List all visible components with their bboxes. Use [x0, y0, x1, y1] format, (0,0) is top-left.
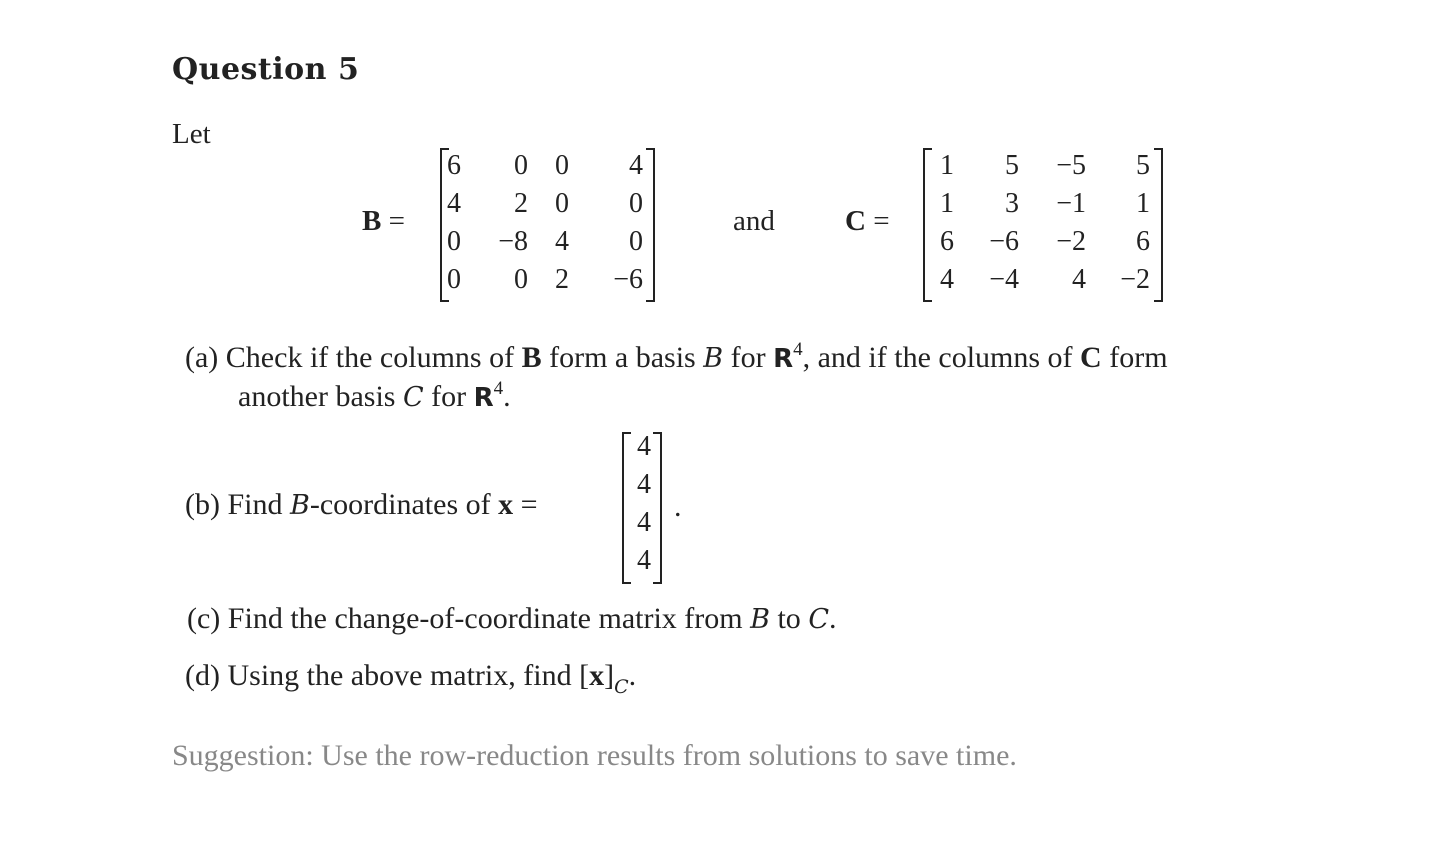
conjunction-text: and	[733, 205, 775, 237]
matrix-c-cell: −1	[1056, 188, 1086, 219]
part-b-text-1: Find	[227, 488, 291, 521]
matrix-b-symbol: B	[362, 205, 382, 237]
part-b-vector-x: x	[498, 488, 514, 521]
part-d-marker: (d)	[185, 659, 220, 692]
matrix-c	[923, 148, 1163, 302]
matrix-c-cell: −5	[1056, 150, 1086, 181]
part-c-line	[187, 602, 836, 636]
part-a-marker: (a)	[185, 341, 219, 374]
matrix-b-cell: 0	[514, 264, 528, 295]
part-a-bold-c: C	[1080, 341, 1102, 374]
matrix-c-cell: 1	[940, 188, 954, 219]
part-a-text-2: form a basis	[541, 341, 704, 374]
matrix-b-cell: −8	[498, 226, 528, 257]
matrix-b-cell: 0	[629, 188, 643, 219]
question-title: Question 5	[172, 52, 360, 87]
matrix-c-cell: −2	[1056, 226, 1086, 257]
part-c-basis-b: B	[750, 604, 770, 635]
vector-x-cell: 4	[637, 469, 651, 500]
part-a-text-3: for	[723, 341, 774, 374]
matrix-b-right-bracket	[646, 148, 655, 302]
part-c-basis-c: C	[808, 604, 829, 635]
part-d-text-1: Using the above matrix, find	[227, 659, 580, 692]
vector-x-cell: 4	[637, 431, 651, 462]
matrix-c-cell: 5	[1005, 150, 1019, 181]
matrix-b-cell: 0	[514, 150, 528, 181]
part-b-marker: (b)	[185, 488, 220, 521]
matrix-c-right-bracket	[1154, 148, 1163, 302]
part-a-text-4: , and if the columns of	[802, 341, 1081, 374]
matrix-c-equals: =	[873, 205, 890, 237]
matrix-c-symbol: C	[845, 205, 866, 237]
vector-x-cell: 4	[637, 545, 651, 576]
matrix-b-label-group	[362, 205, 405, 238]
part-a-text-1: Check if the columns of	[225, 341, 522, 374]
matrix-c-cell: 6	[940, 226, 954, 257]
intro-text: Let	[172, 118, 211, 150]
matrix-c-cell: 1	[1136, 188, 1150, 219]
matrix-c-cell: −4	[989, 264, 1019, 295]
matrix-c-cell: 1	[940, 150, 954, 181]
part-a-bold-b: B	[521, 341, 542, 374]
part-d-vector-x: x	[589, 659, 605, 692]
matrix-c-left-bracket	[923, 148, 932, 302]
part-a-exponent-2: 4	[493, 378, 504, 399]
part-b-text-2: -coordinates of	[309, 488, 499, 521]
part-a-line-1	[185, 341, 1168, 375]
vector-right-bracket	[653, 432, 662, 584]
part-a-real-space: R	[773, 344, 794, 374]
part-a-exponent-1: 4	[793, 339, 803, 360]
matrix-b-cell: 0	[555, 150, 569, 181]
matrix-b-cell: 2	[514, 188, 528, 219]
part-a-line-2	[238, 380, 511, 414]
matrix-c-cell: 6	[1136, 226, 1150, 257]
matrix-c-cell: 4	[940, 264, 954, 295]
matrix-b-equals: =	[388, 205, 405, 237]
part-c-marker: (c)	[187, 602, 221, 635]
matrix-b	[440, 148, 655, 302]
matrix-b-cell: 4	[629, 150, 643, 181]
matrix-b-cell: 4	[447, 188, 461, 219]
part-d-left-bracket: [	[579, 659, 590, 692]
part-b-line	[185, 488, 538, 522]
matrix-c-cell: −2	[1120, 264, 1150, 295]
part-a-text-6: another basis	[238, 380, 403, 413]
matrix-b-cell: 2	[555, 264, 569, 295]
suggestion-text: Suggestion: Use the row-reduction results from solutions to save time.	[172, 739, 1017, 772]
matrix-b-cell: 4	[555, 226, 569, 257]
matrix-c-cell: −6	[989, 226, 1019, 257]
matrix-c-cell: 4	[1072, 264, 1086, 295]
matrix-b-cell: 6	[447, 150, 461, 181]
vector-x	[622, 432, 662, 584]
part-d-subscript-c: C	[614, 676, 629, 698]
part-d-right-bracket: ]	[604, 659, 615, 692]
part-a-text-8: .	[503, 380, 511, 413]
part-a-text-5: form	[1101, 341, 1168, 374]
part-b-basis-b: B	[290, 490, 310, 521]
matrix-b-cell: 0	[555, 188, 569, 219]
matrix-c-cell: 5	[1136, 150, 1150, 181]
matrix-b-cell: −6	[613, 264, 643, 295]
part-b-equals: =	[520, 488, 538, 521]
part-c-text-2: to	[769, 602, 809, 635]
part-a-real-space-2: R	[473, 383, 494, 413]
part-a-text-7: for	[423, 380, 474, 413]
matrix-b-cell: 0	[447, 226, 461, 257]
vector-x-cell: 4	[637, 507, 651, 538]
part-d-text-2: .	[628, 659, 637, 692]
matrix-b-cell: 0	[629, 226, 643, 257]
matrix-b-cell: 0	[447, 264, 461, 295]
part-d-line	[185, 659, 637, 698]
part-b-period: .	[674, 490, 682, 523]
part-c-text-1: Find the change-of-coordinate matrix from	[227, 602, 751, 635]
part-a-basis-b: B	[703, 343, 724, 374]
matrix-c-cell: 3	[1005, 188, 1019, 219]
part-a-basis-c: C	[402, 382, 424, 413]
matrix-c-label-group	[845, 205, 890, 238]
vector-left-bracket	[622, 432, 631, 584]
part-c-text-3: .	[828, 602, 837, 635]
